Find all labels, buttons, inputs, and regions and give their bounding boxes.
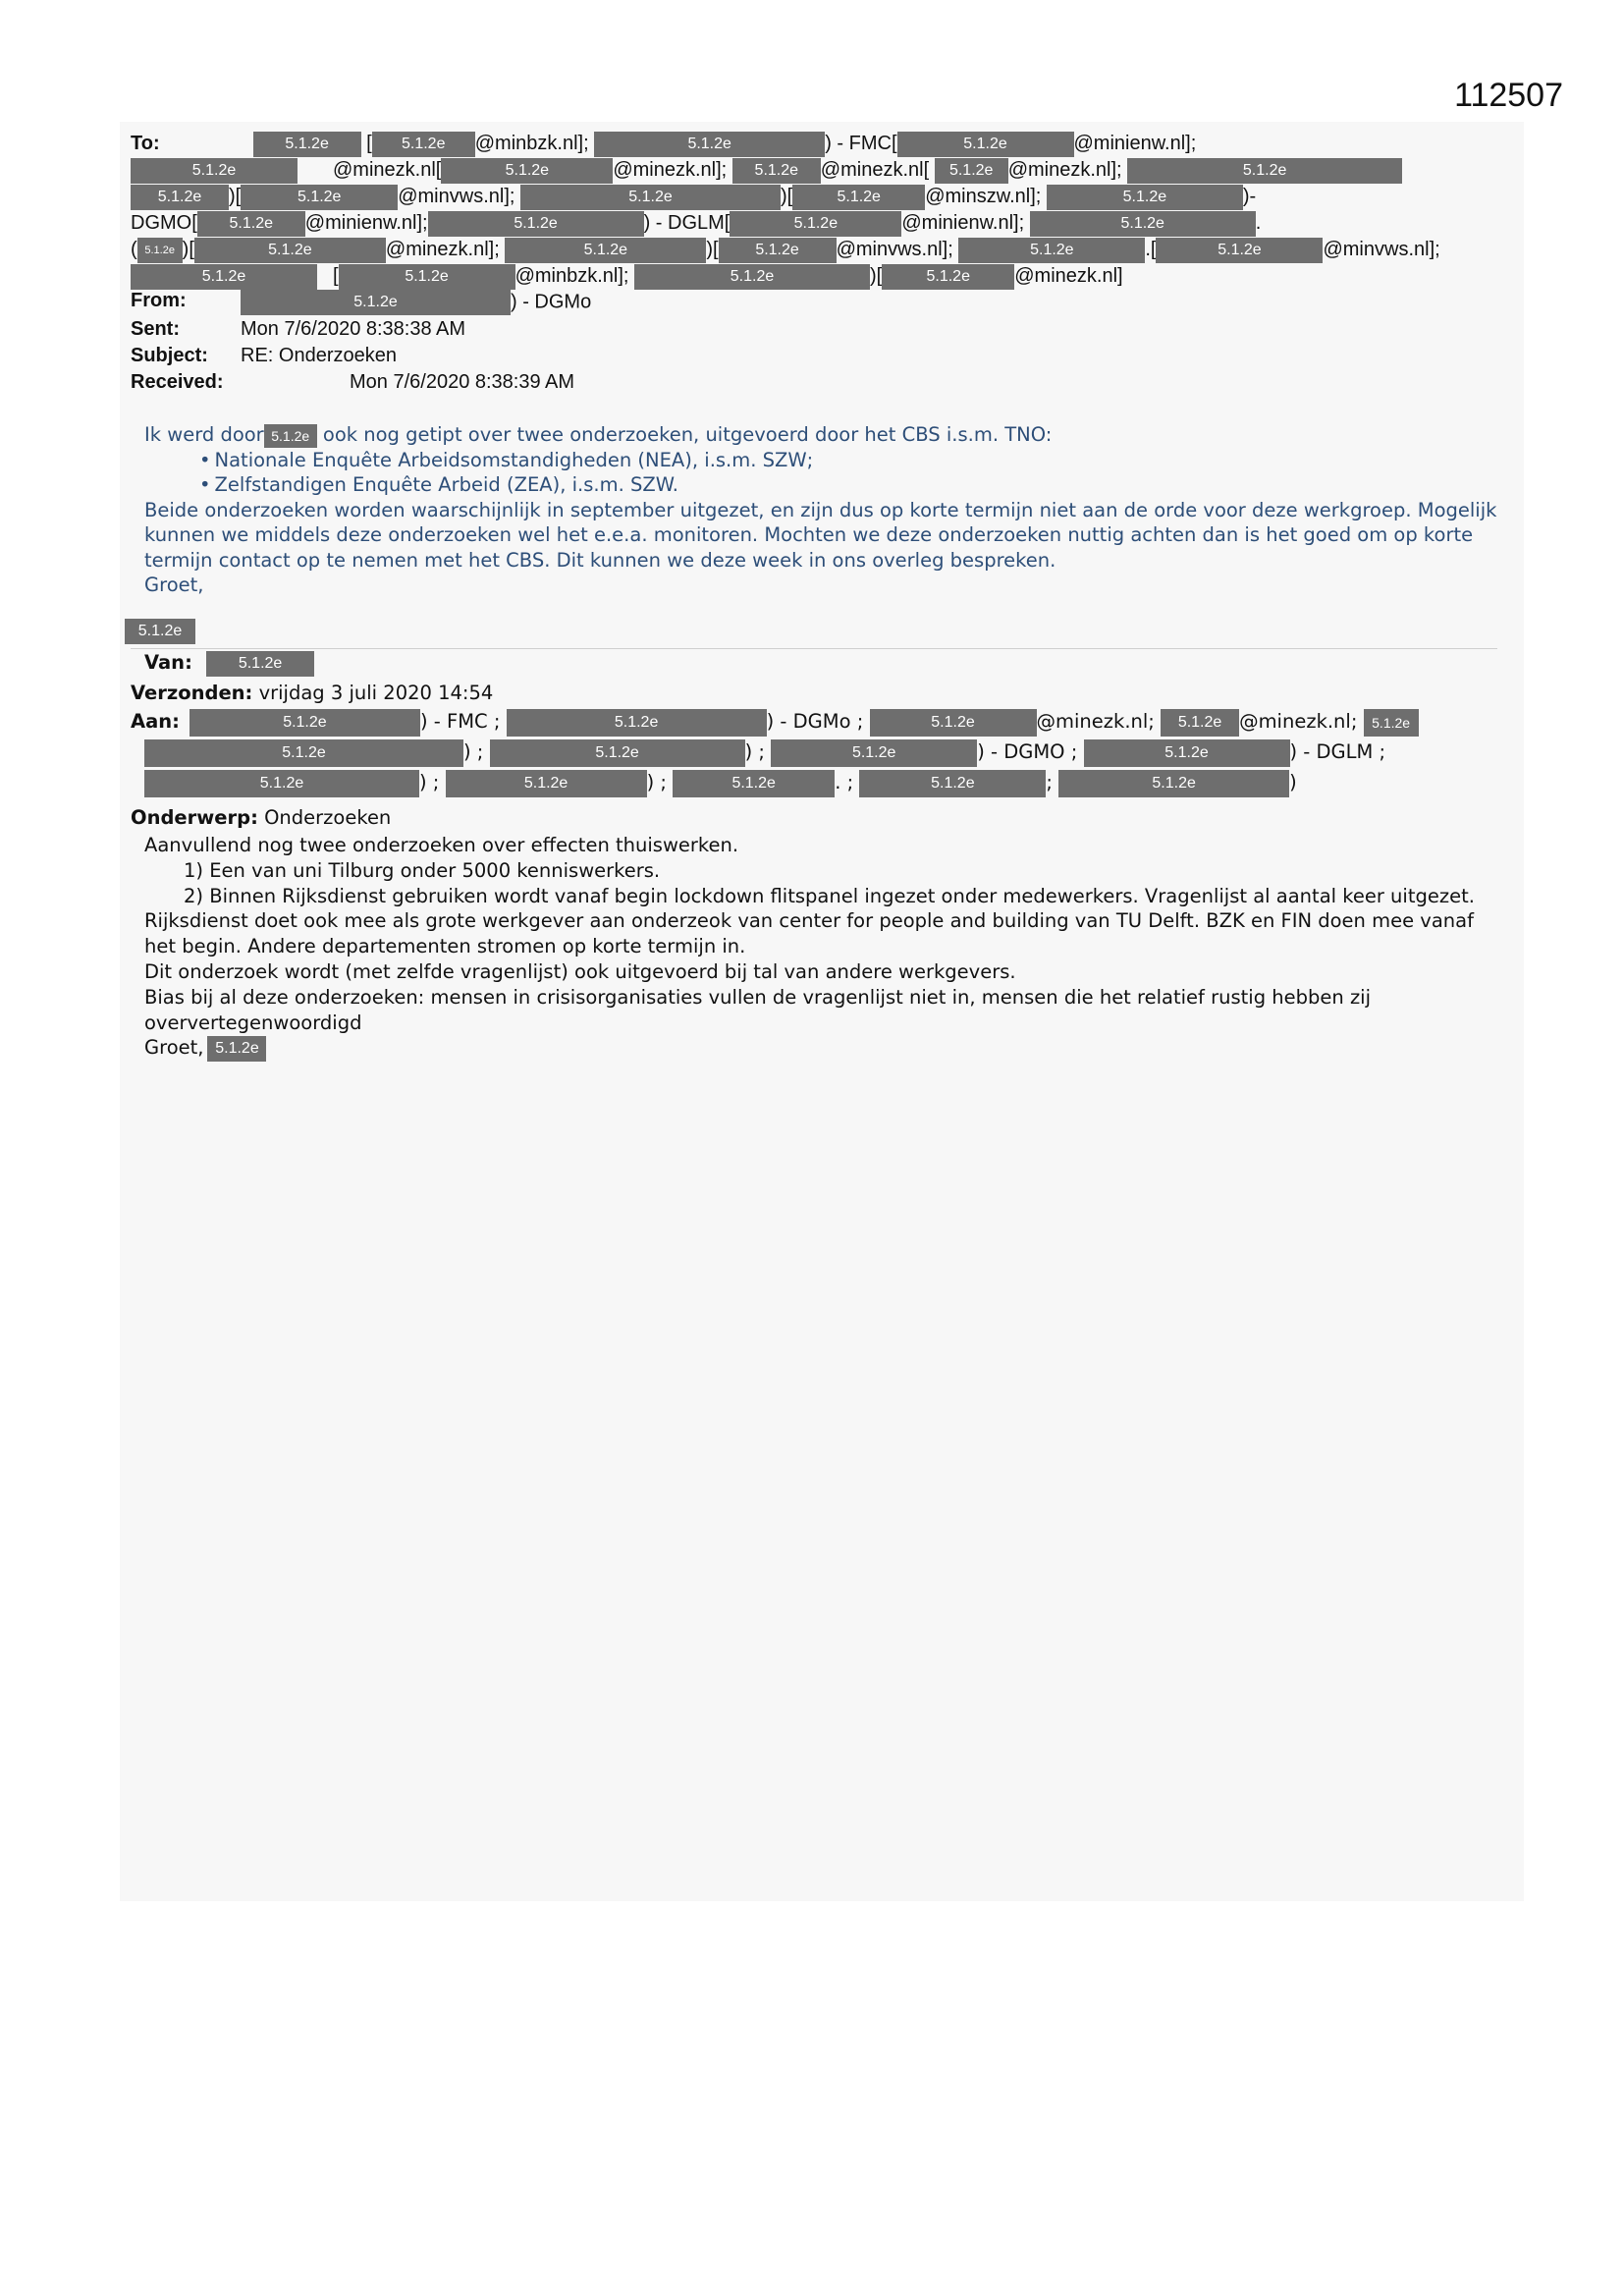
closing: Groet, 5.1.2e — [144, 1035, 1499, 1062]
received-label: Received: — [131, 371, 224, 393]
to-line-1: To: 5.1.2e [ 5.1.2e @minbzk.nl]; 5.1.2e ) - FMC[ 5.1.2e @minienw.nl]; — [131, 131, 1514, 157]
verzonden-value: vrijdag 3 juli 2020 14:54 — [258, 682, 494, 704]
to-line-6: 5.1.2e [ 5.1.2e @minbzk.nl]; 5.1.2e )[ 5.1.2e @minezk.nl] — [131, 263, 1514, 290]
closing: Groet, — [144, 574, 204, 596]
from-row — [131, 290, 818, 316]
redaction: 5.1.2e — [1364, 709, 1419, 737]
redaction: 5.1.2e — [131, 158, 298, 184]
redaction: 5.1.2e — [197, 211, 305, 237]
redaction: 5.1.2e — [730, 211, 901, 237]
redaction: 5.1.2e — [339, 264, 515, 290]
redaction: 5.1.2e — [241, 185, 398, 210]
redaction: 5.1.2e — [131, 185, 229, 210]
redaction: 5.1.2e — [131, 264, 317, 290]
redaction: 5.1.2e — [1127, 158, 1402, 184]
redaction: 5.1.2e — [207, 1036, 266, 1062]
received-row — [131, 369, 818, 396]
body-paragraph: Rijksdienst doet ook mee als grote werkgever aan onderzeok van center for people and building van TU Delft. BZK en FIN doen mee vanaf het begin. Andere departementen stromen op korte termijn in. — [144, 909, 1474, 958]
redaction: 5.1.2e — [897, 132, 1074, 157]
redaction: 5.1.2e — [264, 424, 317, 448]
bullet-item: • Nationale Enquête Arbeidsomstandigheden (NEA), i.s.m. SZW; — [199, 448, 1499, 473]
redaction: 5.1.2e — [206, 651, 314, 677]
redaction: 5.1.2e — [441, 158, 613, 184]
to-line-3: 5.1.2e )[ 5.1.2e @minvws.nl]; 5.1.2e )[ 5.1.2e @minszw.nl]; 5.1.2e )- — [131, 184, 1514, 210]
aan-line-1: Aan: 5.1.2e ) - FMC ; 5.1.2e ) - DGMo ; 5.1.2e @minezk.nl; 5.1.2e @minezk.nl; 5.1.2e — [131, 707, 1525, 737]
body-intro: Aanvullend nog twee onderzoeken over effecten thuiswerken. — [144, 834, 739, 856]
to-line-4: DGMO[ 5.1.2e @minienw.nl]; 5.1.2e ) - DGLM[ 5.1.2e @minienw.nl]; 5.1.2e . — [131, 210, 1514, 237]
bullet-list — [144, 448, 1499, 498]
redaction: 5.1.2e — [732, 158, 821, 184]
document-number: 112507 — [1454, 77, 1563, 114]
redaction: 5.1.2e — [859, 770, 1046, 797]
subject-label: Subject: — [131, 345, 208, 366]
redaction: 5.1.2e — [870, 709, 1037, 737]
redaction: 5.1.2e — [1047, 185, 1243, 210]
redaction: 5.1.2e — [935, 158, 1008, 184]
redaction: 5.1.2e — [792, 185, 925, 210]
separator — [131, 648, 1497, 649]
redaction: 5.1.2e — [253, 132, 361, 157]
redaction: 5.1.2e — [189, 709, 420, 737]
redaction: 5.1.2e — [144, 739, 463, 767]
numbered-list — [144, 858, 1499, 909]
redaction: 5.1.2e — [194, 238, 386, 263]
redaction: 5.1.2e — [428, 211, 644, 237]
redaction: 5.1.2e — [594, 132, 825, 157]
redaction: 5.1.2e — [1030, 211, 1256, 237]
subject-row — [131, 343, 818, 369]
signature — [125, 619, 195, 644]
van-row — [131, 650, 1505, 677]
received-value: Mon 7/6/2020 8:38:39 AM — [350, 371, 575, 393]
list-item: 2) Binnen Rijksdienst gebruiken wordt vanaf begin lockdown flitspanel ingezet onder medewerkers. Vragenlijst al aantal keer uitgezet. — [184, 884, 1475, 907]
body-paragraph: Bias bij al deze onderzoeken: mensen in crisisorganisaties vullen de vragenlijst niet in, mensen die het relatief rustig hebben zij oververtegenwoordigd — [144, 985, 1372, 1034]
redaction: 5.1.2e — [1156, 238, 1323, 263]
van-label: Van: — [144, 651, 192, 674]
onderwerp-label: Onderwerp: — [131, 806, 258, 829]
redaction: 5.1.2e — [505, 238, 706, 263]
redaction: 5.1.2e — [137, 238, 183, 263]
redaction: 5.1.2e — [771, 739, 977, 767]
redaction: 5.1.2e — [719, 238, 837, 263]
redaction: 5.1.2e — [125, 619, 195, 644]
redaction: 5.1.2e — [490, 739, 745, 767]
subject-value: RE: Onderzoeken — [241, 345, 397, 366]
redaction: 5.1.2e — [958, 238, 1145, 263]
sent-label: Sent: — [131, 318, 180, 340]
list-item: 1) Een van uni Tilburg onder 5000 kenniswerkers. — [184, 858, 661, 882]
verzonden-row — [131, 681, 1505, 706]
email1-body: Ik werd door 5.1.2e ook nog getipt over twee onderzoeken, uitgevoerd door het CBS i.s.m. TNO: • Nationale Enquête Arbeidsomstandigheden (NEA), i.s.m. SZW; • Zelfstandigen Enquête Arbeid (ZEA), i.s.m. SZW. Beide onderzoeken worden waarschijnlijk in september uitgezet, en zijn dus op korte termijn niet aan de orde voor deze werkgroep. Mogelijk kunnen we middels deze onderzoeken wel het e.e.a. monitoren. Mochten we deze onderzoeken nuttig achten dan is het goed om op korte termijn contact op te nemen met het CBS. Dit kunnen we deze week in ons overleg bespreken. Groet, — [144, 422, 1499, 598]
redaction: 5.1.2e — [446, 770, 647, 797]
from-label: From: — [131, 290, 187, 311]
email2-body — [144, 833, 1499, 1062]
body-paragraph: Beide onderzoeken worden waarschijnlijk in september uitgezet, en zijn dus op korte termijn niet aan de orde voor deze werkgroep. Mogelijk kunnen we middels deze onderzoeken wel het e.e.a. monitoren. Mochten we deze onderzoeken nuttig achten dan is het goed om op korte termijn contact op te nemen met het CBS. Dit kunnen we deze week in ons overleg bespreken. — [144, 498, 1497, 572]
onderwerp-value: Onderzoeken — [264, 806, 392, 829]
redaction: 5.1.2e — [1161, 709, 1239, 737]
bullet-item: • Zelfstandigen Enquête Arbeid (ZEA), i.s.m. SZW. — [199, 472, 1499, 498]
aan-line-3: 5.1.2e ) ; 5.1.2e ) ; 5.1.2e . ; 5.1.2e ; 5.1.2e ) — [144, 768, 1539, 797]
verzonden-label: Verzonden: — [131, 682, 253, 704]
redaction: 5.1.2e — [673, 770, 835, 797]
from-value: ) - DGMo — [511, 291, 592, 313]
to-label: To: — [131, 133, 160, 154]
to-line-2: 5.1.2e @minezk.nl[ 5.1.2e @minezk.nl]; 5.1.2e @minezk.nl[ 5.1.2e @minezk.nl]; 5.1.2e — [131, 157, 1514, 184]
aan-label: Aan: — [131, 710, 180, 733]
aan-line-2: 5.1.2e ) ; 5.1.2e ) ; 5.1.2e ) - DGMO ; 5.1.2e ) - DGLM ; — [144, 738, 1539, 767]
to-line-5: ( 5.1.2e )[ 5.1.2e @minezk.nl]; 5.1.2e )[ 5.1.2e @minvws.nl]; 5.1.2e .[ 5.1.2e @minvws.nl]; — [131, 237, 1514, 263]
redaction: 5.1.2e — [507, 709, 767, 737]
redaction: 5.1.2e — [634, 264, 870, 290]
redaction: 5.1.2e — [520, 185, 781, 210]
redaction: 5.1.2e — [144, 770, 419, 797]
sent-value: Mon 7/6/2020 8:38:38 AM — [241, 318, 466, 340]
sent-row — [131, 316, 818, 343]
redaction: 5.1.2e — [882, 264, 1014, 290]
redaction: 5.1.2e — [1058, 770, 1289, 797]
onderwerp-row — [131, 805, 1505, 831]
redaction: 5.1.2e — [1084, 739, 1290, 767]
body-paragraph: Dit onderzoek wordt (met zelfde vragenlijst) ook uitgevoerd bij tal van andere werkgevers. — [144, 959, 1016, 983]
redaction: 5.1.2e — [372, 132, 475, 157]
redaction: 5.1.2e — [241, 290, 511, 315]
